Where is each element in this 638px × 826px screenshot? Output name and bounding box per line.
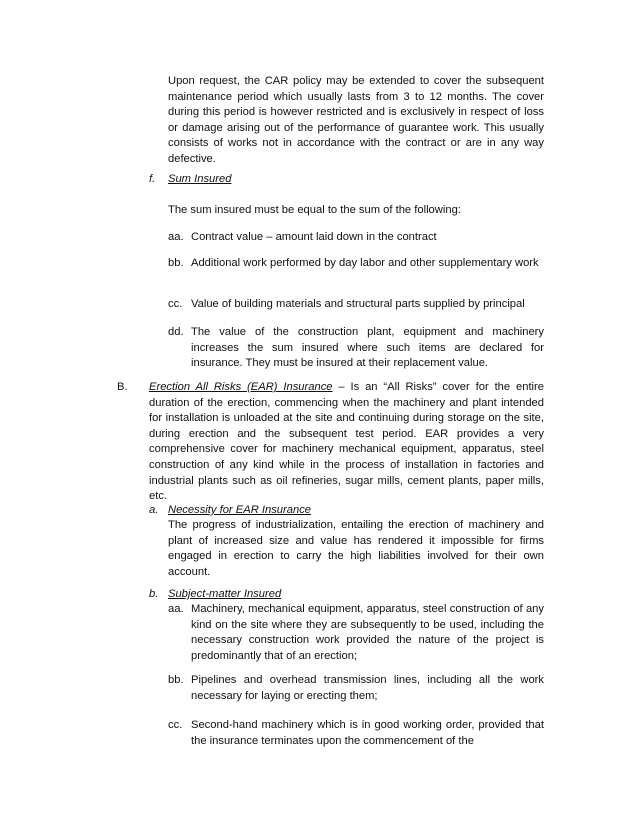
necessity-heading: Necessity for EAR Insurance [168, 504, 312, 516]
subject-item-marker: bb. [168, 674, 184, 686]
sum-item-marker: dd. [168, 326, 184, 338]
sum-item-text: Additional work performed by day labor and other supplementary work [191, 257, 539, 269]
subject-matter-marker: b. [149, 588, 159, 600]
necessity-marker: a. [149, 504, 159, 516]
car-extension-paragraph: Upon request, the CAR policy may be extended to cover the subsequent maintenance period which usually lasts from 3 to 12 months. The cover during this period is however restricted and is exclusively in respect of loss or damage arising out of the performance of guarantee work. This usually consists of works not in accordance with the contract or are in any way defective. [168, 75, 544, 165]
sum-item-text: The value of the construction plant, equipment and machinery increases the sum insured where such items are declared for insurance. They must be insured at their replacement value. [191, 326, 544, 370]
sum-item-marker: bb. [168, 257, 184, 269]
section-b-paragraph [149, 380, 544, 505]
subject-item-text: Second-hand machinery which is in good working order, provided that the insurance terminates upon the commencement of the [191, 719, 544, 747]
subject-item-marker: aa. [168, 603, 184, 615]
section-b-body: – Is an “All Risks” cover for the entire duration of the erection, commencing when the machinery and plant intended for installation is unloaded at the site and continuing during storage on the site, during erection and the subsequent test period. EAR provides a very comprehensive cover for machinery mechanical equipment, apparatus, steel construction of any kind while in the process of installation in factories and industrial plants such as oil refineries, sugar mills, cement plants, paper mills, etc. [149, 381, 544, 503]
sum-item-text: Value of building materials and structural parts supplied by principal [191, 298, 525, 310]
section-b-title: Erection All Risks (EAR) Insurance [149, 381, 333, 393]
sum-insured-intro: The sum insured must be equal to the sum of the following: [168, 204, 461, 216]
necessity-paragraph: The progress of industrialization, entailing the erection of machinery and plant of increased size and value has rendered it impossible for firms engaged in erection to carry the high liabilities involved for their own account. [168, 519, 544, 578]
sum-item-text: Contract value – amount laid down in the contract [191, 231, 437, 243]
subject-matter-heading: Subject-matter Insured [168, 588, 282, 600]
sum-insured-marker: f. [149, 173, 156, 185]
section-b-marker: B. [117, 381, 128, 393]
sum-item-marker: aa. [168, 231, 184, 243]
subject-item-text: Machinery, mechanical equipment, apparatus, steel construction of any kind on the site where they are subsequently to be used, including the necessary construction work provided the nature of the project is predominantly that of an erection; [191, 603, 544, 662]
subject-item-marker: cc. [168, 719, 183, 731]
subject-item-text: Pipelines and overhead transmission lines, including all the work necessary for laying or erecting them; [191, 674, 544, 702]
sum-insured-heading: Sum Insured [168, 173, 232, 185]
sum-item-marker: cc. [168, 298, 183, 310]
